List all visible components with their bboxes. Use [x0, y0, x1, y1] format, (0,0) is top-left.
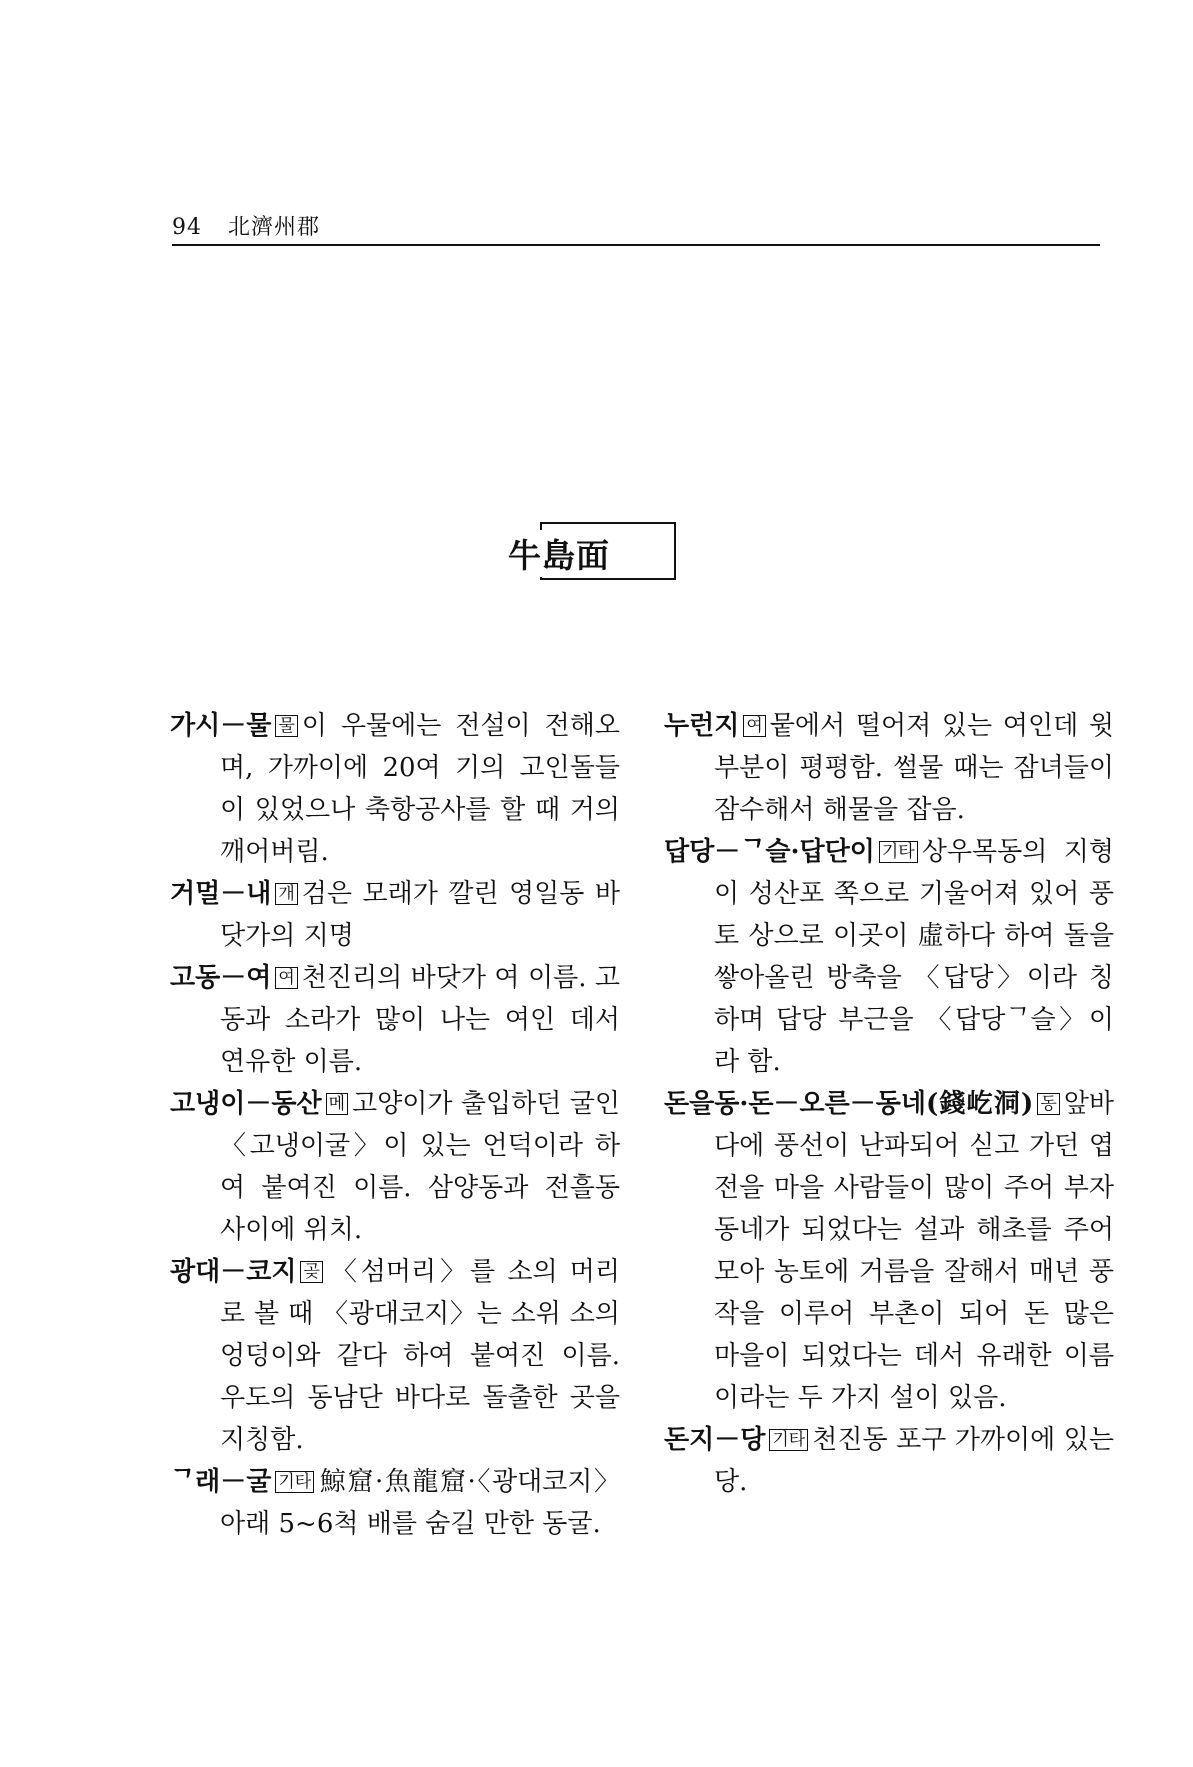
running-head	[172, 210, 320, 241]
entry-category-tag: 기타	[275, 1471, 314, 1493]
entry-category-tag: 동	[1037, 1093, 1059, 1115]
left-column	[170, 705, 620, 1545]
entry-text: 鯨窟·魚龍窟·〈광대코지〉아래 5~6척 배를 숨길 만한 동굴.	[220, 1467, 620, 1539]
entry-headword: 거멀－내	[170, 879, 272, 909]
dictionary-entry	[170, 1251, 620, 1461]
dictionary-entry	[170, 705, 620, 873]
header-rule	[172, 244, 1100, 246]
entry-category-tag: 여	[743, 715, 765, 737]
dictionary-entry	[664, 831, 1114, 1083]
section-title-box	[508, 522, 676, 580]
entry-text: 천진리의 바닷가 여 이름. 고동과 소라가 많이 나는 여인 데서 연유한 이름.	[220, 963, 620, 1077]
entry-category-tag: 여	[275, 967, 297, 989]
entry-text: 고양이가 출입하던 굴인 〈고냉이굴〉이 있는 언덕이라 하여 붙여진 이름. 삼양동과 전흘동 사이에 위치.	[220, 1089, 620, 1245]
right-column	[664, 705, 1114, 1503]
entry-text: 이 우물에는 전설이 전해오며, 가까이에 20여 기의 고인돌들이 있었으나 축항공사를 할 때 거의 깨어버림.	[220, 711, 620, 867]
page-number: 94	[172, 215, 202, 240]
entry-text: 〈섬머리〉를 소의 머리로 볼 때 〈광대코지〉는 소위 소의 엉덩이와 같다 하여 붙여진 이름. 우도의 동남단 바다로 돌출한 곳을 지칭함.	[220, 1257, 620, 1455]
entry-headword: 답당－ᄀ슬·답단이	[664, 837, 875, 867]
entry-text: 뭍에서 떨어져 있는 여인데 윗부분이 평평함. 썰물 때는 잠녀들이 잠수해서 해물을 잡음.	[714, 711, 1114, 825]
entry-category-tag: 곶	[300, 1261, 322, 1283]
dictionary-entry	[170, 957, 620, 1083]
dictionary-entry	[664, 705, 1114, 831]
entry-headword: 광대－코지	[170, 1257, 297, 1287]
entry-headword: 돈지－당	[664, 1425, 766, 1455]
dictionary-entry	[664, 1083, 1114, 1419]
dictionary-entry	[170, 1083, 620, 1251]
entry-headword: ᄀ래－굴	[170, 1467, 272, 1497]
dictionary-entry	[664, 1419, 1114, 1503]
entry-category-tag: 기타	[769, 1429, 808, 1451]
dictionary-entry	[170, 1461, 620, 1545]
entry-headword: 고동－여	[170, 963, 272, 993]
entry-category-tag: 개	[275, 883, 297, 905]
entry-category-tag: 기타	[879, 841, 918, 863]
entry-text: 검은 모래가 깔린 영일동 바닷가의 지명	[220, 879, 620, 951]
section-title: 牛島面	[504, 530, 614, 577]
entry-text: 상우목동의 지형이 성산포 쪽으로 기울어져 있어 풍토 상으로 이곳이 虛하다 하여 돌을 쌓아올린 방축을 〈답당〉이라 칭하며 답당 부근을 〈답당ᄀ슬〉이라 함.	[714, 837, 1114, 1077]
entry-headword: 가시－물	[170, 711, 272, 741]
entry-text: 앞바다에 풍선이 난파되어 싣고 가던 엽전을 마을 사람들이 많이 주어 부자 동네가 되었다는 설과 해초를 주어 모아 농토에 거름을 잘해서 매년 풍작을 이루어 부촌이 되어 돈 많은 마을이 되었다는 데서 유래한 이름이라는 두 가지 설이 있음.	[714, 1089, 1114, 1413]
entry-text: 천진동 포구 가까이에 있는 당.	[714, 1425, 1114, 1497]
entry-headword: 돈을동·돈－오른－동네(錢屹洞)	[664, 1089, 1034, 1119]
entry-headword: 누런지	[664, 711, 740, 741]
running-title: 北濟州郡	[228, 215, 321, 240]
entry-headword: 고냉이－동산	[170, 1089, 322, 1119]
entry-category-tag: 메	[326, 1093, 348, 1115]
dictionary-entry	[170, 873, 620, 957]
entry-category-tag: 물	[275, 715, 297, 737]
